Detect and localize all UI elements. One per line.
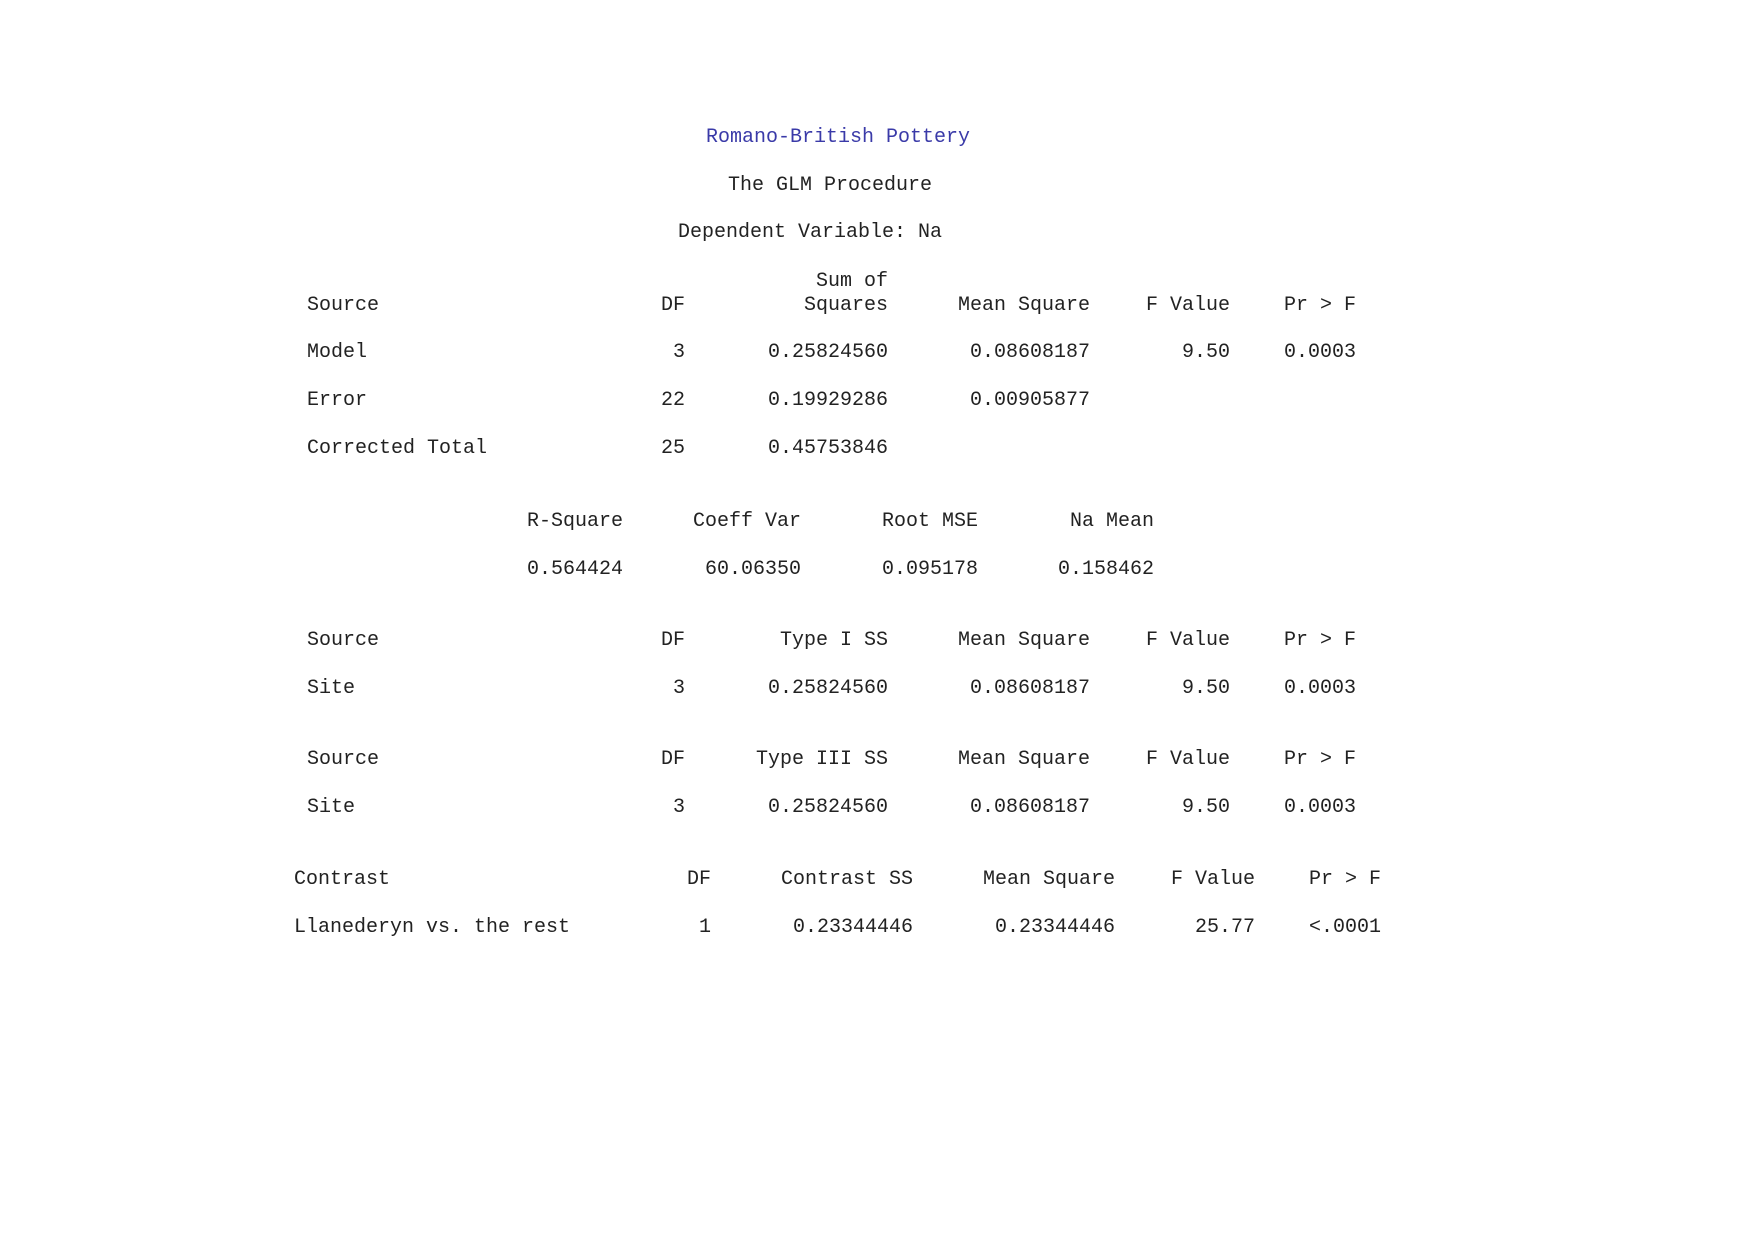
row-p: 0.0003 [1283, 341, 1356, 364]
row-contrast: Llanederyn vs. the rest [294, 916, 571, 939]
row-df: 3 [672, 677, 685, 700]
header-pr-f: Pr > F [1283, 629, 1356, 652]
row-f: 9.50 [1181, 341, 1230, 364]
row-ss: 0.45753846 [767, 437, 888, 460]
header-df: DF [660, 294, 685, 317]
row-ss: 0.19929286 [767, 389, 888, 412]
row-df: 1 [698, 916, 711, 939]
row-source: Error [307, 389, 368, 412]
row-p: 0.0003 [1283, 677, 1356, 700]
header-f-value: F Value [1145, 629, 1230, 652]
row-ss: 0.25824560 [767, 677, 888, 700]
header-contrast: Contrast [294, 868, 391, 891]
dependent-variable-label: Dependent Variable: Na [677, 221, 943, 244]
value-na-mean: 0.158462 [1057, 558, 1154, 581]
row-f: 9.50 [1181, 677, 1230, 700]
report-title: Romano-British Pottery [705, 126, 971, 149]
row-source: Site [307, 677, 356, 700]
header-pr-f: Pr > F [1308, 868, 1381, 891]
header-r-square: R-Square [526, 510, 623, 533]
row-ms: 0.08608187 [969, 796, 1090, 819]
header-na-mean: Na Mean [1069, 510, 1154, 533]
header-root-mse: Root MSE [881, 510, 978, 533]
row-f: 25.77 [1194, 916, 1255, 939]
row-ss: 0.25824560 [767, 796, 888, 819]
header-pr-f: Pr > F [1283, 748, 1356, 771]
header-source: Source [307, 294, 380, 317]
row-ms: 0.23344446 [994, 916, 1115, 939]
row-ss: 0.25824560 [767, 341, 888, 364]
header-mean-square: Mean Square [957, 294, 1090, 317]
row-ms: 0.08608187 [969, 677, 1090, 700]
row-p: <.0001 [1308, 916, 1381, 939]
header-source: Source [307, 748, 380, 771]
row-source: Model [307, 341, 368, 364]
row-ms: 0.00905877 [969, 389, 1090, 412]
value-r-square: 0.564424 [526, 558, 623, 581]
header-squares: Squares [803, 294, 888, 317]
row-df: 3 [672, 341, 685, 364]
row-df: 3 [672, 796, 685, 819]
header-type1-ss: Type I SS [779, 629, 888, 652]
header-pr-f: Pr > F [1283, 294, 1356, 317]
row-p: 0.0003 [1283, 796, 1356, 819]
header-df: DF [660, 629, 685, 652]
value-coeff-var: 60.06350 [704, 558, 801, 581]
header-f-value: F Value [1145, 294, 1230, 317]
header-f-value: F Value [1170, 868, 1255, 891]
row-ss: 0.23344446 [792, 916, 913, 939]
header-source: Source [307, 629, 380, 652]
row-ms: 0.08608187 [969, 341, 1090, 364]
row-df: 22 [660, 389, 685, 412]
procedure-title: The GLM Procedure [727, 174, 933, 197]
value-root-mse: 0.095178 [881, 558, 978, 581]
header-df: DF [660, 748, 685, 771]
row-df: 25 [660, 437, 685, 460]
header-df: DF [686, 868, 711, 891]
header-type3-ss: Type III SS [755, 748, 888, 771]
header-f-value: F Value [1145, 748, 1230, 771]
header-sum-of: Sum of [815, 270, 888, 293]
header-coeff-var: Coeff Var [692, 510, 801, 533]
header-contrast-ss: Contrast SS [780, 868, 913, 891]
header-mean-square: Mean Square [957, 629, 1090, 652]
header-mean-square: Mean Square [957, 748, 1090, 771]
row-source: Site [307, 796, 356, 819]
row-source: Corrected Total [307, 437, 488, 460]
header-mean-square: Mean Square [982, 868, 1115, 891]
row-f: 9.50 [1181, 796, 1230, 819]
